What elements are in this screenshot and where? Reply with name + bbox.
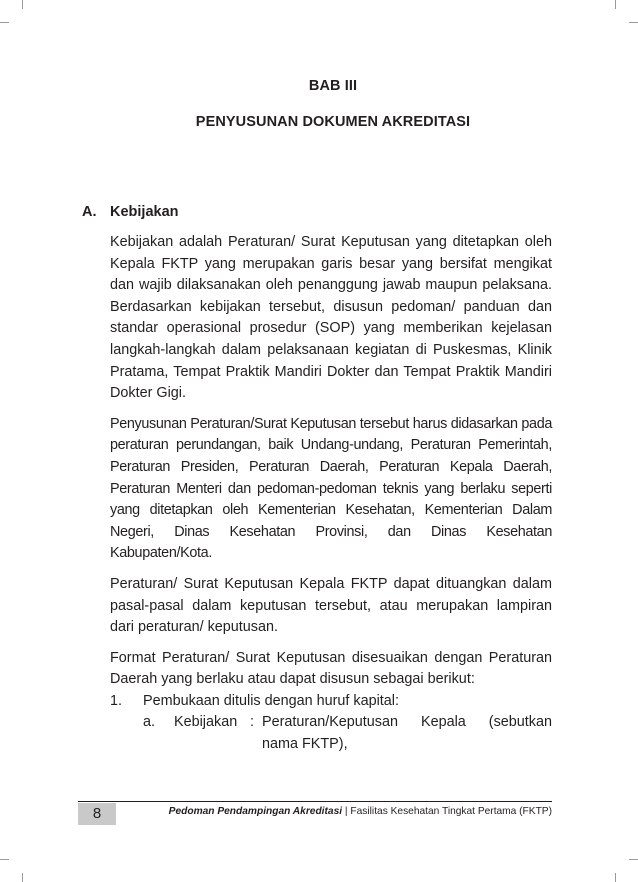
crop-mark-bottom-right-h [629,859,638,860]
crop-mark-bottom-left [22,873,23,882]
paragraph-structure: Peraturan/ Surat Keputusan Kepala FKTP dapat dituangkan dalam pasal-pasal dalam keputusan tersebut, atau merupakan lampiran dari peraturan/ keputusan. [110,575,552,636]
paragraph-definition: Kebijakan adalah Peraturan/ Surat Keputusan yang ditetapkan oleh Kepala FKTP yang merupakan garis besar yang bersifat mengikat dan wajib dilaksanakan oleh penanggung jawab maupun pelaksana. Berdasarkan kebijakan tersebut, disusun pedoman/ panduan dan standar operasional prosedur (SOP) yang memberikan kejelasan langkah-langkah dalam pelaksanaan kegiatan di Puskesmas, Klinik Pratama, Tempat Praktik Mandiri Dokter dan Tempat Praktik Mandiri Dokter Gigi. [110,234,552,402]
sub-item-definition: Peraturan/Keputusan Kepala (sebutkan nama FKTP), [262,714,552,753]
sub-list-item [110,712,552,755]
running-footer [169,806,552,817]
page-number: 8 [78,803,116,825]
list-item-number: 1. [110,692,123,709]
chapter-heading: BAB III [308,78,358,94]
crop-mark-bottom-left-h [0,859,9,860]
crop-mark-bottom-right [615,873,616,882]
paragraph-legal-basis: Penyusunan Peraturan/Surat Keputusan tersebut harus didasarkan pada peraturan perundangan, baik Undang-undang, Peraturan Pemerintah, Peraturan Presiden, Peraturan Daerah, Peraturan Kepala Daerah, Peraturan Menteri dan pedoman-pedoman teknis yang berlaku seperti yang ditetapkan oleh Kementerian Kesehatan, Kementerian Dalam Negeri, Dinas Kesehatan Provinsi, dan Dinas Kesehatan Kabupaten/Kota. [110,415,552,562]
crop-mark-top-right [615,0,616,9]
chapter-title: PENYUSUNAN DOKUMEN AKREDITASI [195,114,471,130]
sub-item-term: Kebijakan [174,714,238,731]
sub-item-colon: : [250,714,254,731]
footer-separator: | [344,806,348,817]
list-item-text: Pembukaan ditulis dengan huruf kapital: [143,692,400,709]
crop-mark-top-left-h [0,22,9,23]
paragraph-format: Format Peraturan/ Surat Keputusan disesuaikan dengan Peraturan Daerah yang berlaku atau dapat disusun sebagai berikut: [110,649,552,688]
sub-item-letter: a. [143,714,156,731]
crop-mark-top-right-h [629,22,638,23]
footer-publication-subtitle: Fasilitas Kesehatan Tingkat Pertama (FKTP) [350,806,552,817]
footer-publication-title: Pedoman Pendampingan Akreditasi [168,806,343,817]
section-title: Kebijakan [110,204,179,220]
footer-rule [78,801,552,802]
crop-mark-top-left [22,0,23,9]
list-item [110,691,552,713]
section-letter: A. [82,204,97,220]
section-body [110,232,552,756]
